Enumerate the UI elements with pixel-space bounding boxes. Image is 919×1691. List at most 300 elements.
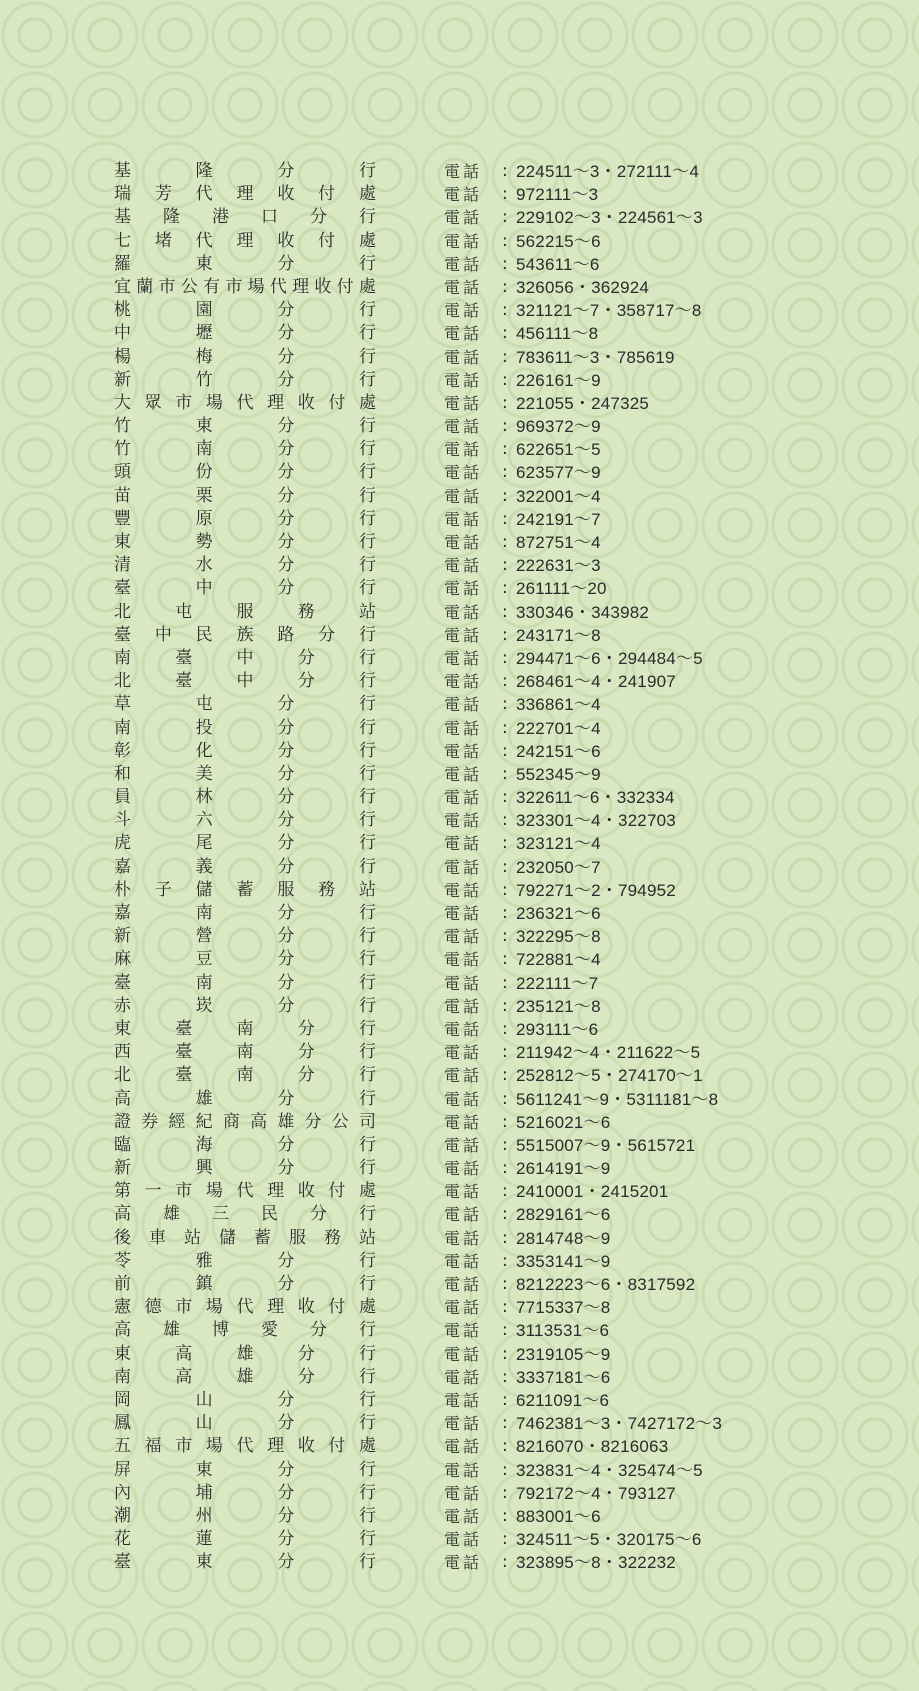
branch-name: 鳳 山 分 行 [114,1413,376,1434]
branch-name: 岡 山 分 行 [114,1389,376,1410]
label-colon: : [502,624,508,645]
label-colon: : [502,1181,508,1202]
branch-row [114,554,874,577]
branch-row [114,601,874,624]
label-colon: : [502,1227,508,1248]
branch-name: 新 興 分 行 [114,1158,376,1179]
branch-name: 臨 海 分 行 [114,1134,376,1155]
branch-name: 基 隆 港 口 分 行 [114,207,376,228]
branch-name: 憲 德 市 場 代 理 收 付 處 [114,1297,376,1318]
branch-name: 南 投 分 行 [114,717,376,738]
label-colon: : [502,879,508,900]
phone-label: 電話 [444,1553,483,1573]
phone-number: 2814748～9 [516,1228,611,1248]
phone-label: 電話 [444,440,483,460]
branch-row [114,206,874,229]
label-colon: : [502,578,508,599]
phone-label: 電話 [444,857,483,877]
label-colon: : [502,1320,508,1341]
branch-name: 南 高 雄 分 行 [114,1366,376,1387]
phone-number: 623577～9 [516,463,601,483]
label-colon: : [502,485,508,506]
branch-name: 楊 梅 分 行 [114,346,376,367]
branch-name: 虎 尾 分 行 [114,833,376,854]
phone-label: 電話 [444,672,483,692]
branch-row [114,763,874,786]
phone-label: 電話 [444,254,483,274]
phone-label: 電話 [444,208,483,228]
phone-number: 792172～4・793127 [516,1483,676,1503]
branch-name: 新 營 分 行 [114,926,376,947]
branch-row [114,461,874,484]
branch-row [114,1273,874,1296]
branch-row [114,948,874,971]
branch-name: 潮 州 分 行 [114,1505,376,1526]
phone-label: 電話 [444,811,483,831]
phone-number: 5515007～9・5615721 [516,1135,696,1155]
branch-name: 臺 東 分 行 [114,1552,376,1573]
phone-label: 電話 [444,231,483,251]
branch-name: 屏 東 分 行 [114,1459,376,1480]
branch-row [114,1505,874,1528]
branch-row [114,253,874,276]
phone-label: 電話 [444,1019,483,1039]
phone-number: 323831～4・325474～5 [516,1460,703,1480]
branch-name: 和 美 分 行 [114,763,376,784]
label-colon: : [502,1250,508,1271]
branch-row [114,346,874,369]
phone-number: 323121～4 [516,834,601,854]
branch-row [114,1088,874,1111]
phone-label: 電話 [444,602,483,622]
label-colon: : [502,856,508,877]
phone-number: 294471～6・294484～5 [516,648,703,668]
branch-name: 花 蓮 分 行 [114,1529,376,1550]
phone-label: 電話 [444,1483,483,1503]
phone-number: 2410001・2415201 [516,1182,669,1202]
branch-name: 朴 子 儲 蓄 服 務 站 [114,879,376,900]
branch-row [114,369,874,392]
branch-name: 嘉 義 分 行 [114,856,376,877]
phone-label: 電話 [444,625,483,645]
branch-name: 證 券 經 紀 商 高 雄 分 公 司 [114,1111,376,1132]
label-colon: : [502,926,508,947]
label-colon: : [502,392,508,413]
branch-row [114,832,874,855]
branch-name: 高 雄 三 民 分 行 [114,1204,376,1225]
branch-row [114,485,874,508]
branch-row [114,1180,874,1203]
phone-number: 543611～6 [516,254,600,274]
branch-name: 羅 東 分 行 [114,253,376,274]
phone-number: 326056・362924 [516,277,650,297]
branch-row [114,647,874,670]
phone-label: 電話 [444,533,483,552]
phone-number: 562215～6 [516,231,601,251]
phone-label: 電話 [444,1182,483,1202]
branch-name: 北 臺 南 分 行 [114,1065,376,1086]
label-colon: : [502,253,508,274]
label-colon: : [502,671,508,692]
branch-name: 南 臺 中 分 行 [114,647,376,668]
label-colon: : [502,1389,508,1410]
phone-number: 5611241～9・5311181～8 [516,1089,719,1109]
label-colon: : [502,1297,508,1318]
phone-number: 232050～7 [516,857,601,877]
phone-label: 電話 [444,463,483,483]
label-colon: : [502,207,508,228]
phone-number: 7462381～3・7427172～3 [516,1414,723,1434]
branch-name: 高 雄 博 愛 分 行 [114,1320,376,1341]
phone-label: 電話 [444,347,483,367]
phone-number: 622651～5 [516,440,601,460]
branch-name: 員 林 分 行 [114,787,376,808]
branch-row [114,438,874,461]
phone-number: 3353141～9 [516,1251,611,1271]
branch-name: 瑞 芳 代 理 收 付 處 [114,184,376,205]
branch-row [114,1551,874,1574]
phone-number: 456111～8 [516,324,599,344]
branch-name: 竹 東 分 行 [114,416,376,437]
phone-label: 電話 [444,370,483,390]
branch-row [114,902,874,925]
label-colon: : [502,1088,508,1109]
label-colon: : [502,508,508,529]
phone-label: 電話 [444,301,483,321]
phone-label: 電話 [444,1089,483,1109]
phone-number: 261111～20 [516,579,607,599]
label-colon: : [502,1018,508,1039]
branch-name: 宜 蘭 市 公 有 市 場 代 理 收 付 處 [114,276,376,297]
branch-name: 竹 南 分 行 [114,439,376,460]
phone-number: 3337181～6 [516,1367,611,1387]
label-colon: : [502,276,508,297]
label-colon: : [502,1552,508,1573]
phone-number: 235121～8 [516,996,601,1016]
branch-name: 臺 中 民 族 路 分 行 [114,624,376,645]
phone-label: 電話 [444,1112,483,1132]
branch-name: 苗 栗 分 行 [114,485,376,506]
label-colon: : [502,1482,508,1503]
branch-row [114,1296,874,1319]
branch-name: 豐 原 分 行 [114,508,376,529]
branch-row [114,577,874,600]
label-colon: : [502,369,508,390]
phone-label: 電話 [444,1275,483,1294]
phone-label: 電話 [444,648,483,668]
label-colon: : [502,1505,508,1526]
phone-label: 電話 [444,996,483,1016]
phone-number: 222111～7 [516,973,599,993]
label-colon: : [502,555,508,576]
phone-number: 7715337～8 [516,1298,611,1318]
branch-name: 清 水 分 行 [114,555,376,576]
branch-row [114,624,874,647]
label-colon: : [502,1158,508,1179]
label-colon: : [502,833,508,854]
label-colon: : [502,230,508,251]
branch-name: 東 臺 南 分 行 [114,1018,376,1039]
phone-label: 電話 [444,1298,483,1318]
label-colon: : [502,810,508,831]
phone-label: 電話 [444,1066,483,1086]
label-colon: : [502,1204,508,1225]
phone-number: 323301～4・322703 [516,811,676,831]
branch-name: 後 車 站 儲 蓄 服 務 站 [114,1227,376,1248]
label-colon: : [502,1042,508,1063]
branch-row [114,995,874,1018]
phone-number: 3113531～6 [516,1321,610,1341]
label-colon: : [502,1413,508,1434]
branch-name: 大 眾 市 場 代 理 收 付 處 [114,392,376,413]
phone-number: 221055・247325 [516,393,650,413]
label-colon: : [502,1065,508,1086]
phone-label: 電話 [444,1321,483,1341]
phone-number: 783611～3・785619 [516,347,675,367]
phone-label: 電話 [444,880,483,900]
label-colon: : [502,1366,508,1387]
phone-number: 222701～4 [516,718,601,738]
branch-row [114,1041,874,1064]
branch-row [114,1018,874,1041]
branch-row [114,508,874,531]
branch-row [114,276,874,299]
phone-label: 電話 [444,741,483,761]
branch-row [114,856,874,879]
branch-row [114,1319,874,1342]
branch-row [114,1528,874,1551]
branch-row [114,230,874,253]
branch-row [114,1482,874,1505]
phone-label: 電話 [444,162,483,181]
branch-name: 桃 園 分 行 [114,300,376,321]
phone-number: 330346・343982 [516,602,650,622]
phone-number: 293111～6 [516,1019,599,1039]
branch-name: 七 堵 代 理 收 付 處 [114,230,376,251]
branch-name: 草 屯 分 行 [114,694,376,715]
label-colon: : [502,694,508,715]
branch-row [114,1366,874,1389]
phone-label: 電話 [444,393,483,413]
phone-number: 336861～4 [516,695,601,715]
branch-phone-list [114,160,874,1574]
branch-row [114,717,874,740]
phone-number: 6211091～6 [516,1390,610,1410]
branch-name: 內 埔 分 行 [114,1482,376,1503]
phone-label: 電話 [444,1367,483,1387]
branch-name: 中 壢 分 行 [114,323,376,344]
label-colon: : [502,346,508,367]
phone-number: 5216021～6 [516,1112,611,1132]
label-colon: : [502,1529,508,1550]
label-colon: : [502,787,508,808]
branch-row [114,1157,874,1180]
phone-label: 電話 [444,695,483,715]
label-colon: : [502,323,508,344]
branch-name: 北 屯 服 務 站 [114,601,376,622]
label-colon: : [502,903,508,923]
phone-label: 電話 [444,904,483,923]
label-colon: : [502,161,508,181]
phone-label: 電話 [444,1414,483,1434]
phone-label: 電話 [444,417,483,437]
label-colon: : [502,1343,508,1364]
phone-label: 電話 [444,1344,483,1364]
branch-name: 第 一 市 場 代 理 收 付 處 [114,1181,376,1202]
label-colon: : [502,416,508,437]
phone-label: 電話 [444,1135,483,1155]
branch-row [114,415,874,438]
branch-row [114,322,874,345]
phone-number: 883001～6 [516,1506,601,1526]
phone-label: 電話 [444,764,483,784]
phone-number: 211942～4・211622～5 [516,1043,701,1063]
phone-number: 226161～9 [516,370,601,390]
phone-label: 電話 [444,788,483,808]
branch-name: 基 隆 分 行 [114,161,376,181]
phone-label: 電話 [444,1437,483,1457]
phone-number: 2614191～9 [516,1159,611,1179]
branch-name: 東 勢 分 行 [114,532,376,552]
branch-row [114,183,874,206]
phone-number: 322611～6・332334 [516,788,675,808]
branch-name: 嘉 南 分 行 [114,903,376,923]
branch-name: 北 臺 中 分 行 [114,671,376,692]
phone-label: 電話 [444,185,483,205]
branch-row [114,809,874,832]
branch-name: 彰 化 分 行 [114,740,376,761]
label-colon: : [502,647,508,668]
phone-number: 242191～7 [516,509,601,529]
branch-name: 前 鎮 分 行 [114,1274,376,1294]
branch-row [114,160,874,183]
phone-number: 236321～6 [516,904,601,923]
branch-row [114,786,874,809]
branch-row [114,1459,874,1482]
phone-label: 電話 [444,1506,483,1526]
label-colon: : [502,995,508,1016]
label-colon: : [502,740,508,761]
branch-name: 頭 份 分 行 [114,462,376,483]
branch-row [114,1435,874,1458]
phone-number: 324511～5・320175～6 [516,1530,702,1550]
branch-name: 臺 南 分 行 [114,972,376,993]
branch-name: 斗 六 分 行 [114,810,376,831]
phone-label: 電話 [444,277,483,297]
phone-number: 2319105～9 [516,1344,611,1364]
branch-name: 新 竹 分 行 [114,369,376,390]
branch-row [114,925,874,948]
phone-number: 268461～4・241907 [516,672,676,692]
phone-label: 電話 [444,718,483,738]
label-colon: : [502,462,508,483]
branch-row [114,693,874,716]
branch-row [114,1203,874,1226]
label-colon: : [502,763,508,784]
branch-row [114,1412,874,1435]
phone-number: 972111～3 [516,185,599,205]
phone-label: 電話 [444,1043,483,1063]
branch-row [114,1227,874,1250]
phone-number: 552345～9 [516,764,601,784]
branch-row [114,1064,874,1087]
branch-row [114,972,874,995]
branch-row [114,1111,874,1134]
phone-label: 電話 [444,1460,483,1480]
label-colon: : [502,601,508,622]
branch-name: 臺 中 分 行 [114,578,376,599]
label-colon: : [502,184,508,205]
label-colon: : [502,1134,508,1155]
phone-number: 229102～3・224561～3 [516,208,703,228]
label-colon: : [502,1459,508,1480]
branch-row [114,879,874,902]
label-colon: : [502,300,508,321]
phone-number: 8216070・8216063 [516,1437,669,1457]
branch-name: 東 高 雄 分 行 [114,1343,376,1364]
branch-name: 五 福 市 場 代 理 收 付 處 [114,1436,376,1457]
branch-row [114,392,874,415]
branch-name: 苓 雅 分 行 [114,1250,376,1271]
phone-number: 969372～9 [516,417,601,437]
phone-number: 222631～3 [516,556,601,576]
phone-label: 電話 [444,1390,483,1410]
branch-row [114,1389,874,1412]
label-colon: : [502,1436,508,1457]
label-colon: : [502,717,508,738]
label-colon: : [502,1111,508,1132]
branch-name: 高 雄 分 行 [114,1088,376,1109]
label-colon: : [502,532,508,552]
branch-name: 麻 豆 分 行 [114,949,376,970]
phone-number: 322295～8 [516,927,601,947]
phone-number: 322001～4 [516,486,601,506]
branch-row [114,531,874,554]
phone-number: 2829161～6 [516,1205,611,1225]
phone-number: 323895～8・322232 [516,1553,676,1573]
phone-label: 電話 [444,509,483,529]
branch-row [114,299,874,322]
phone-number: 872751～4 [516,533,601,552]
phone-number: 321121～7・358717～8 [516,301,702,321]
branch-row [114,670,874,693]
phone-number: 722881～4 [516,950,601,970]
branch-name: 赤 崁 分 行 [114,995,376,1016]
phone-number: 243171～8 [516,625,601,645]
label-colon: : [502,1274,508,1294]
branch-row [114,1134,874,1157]
phone-number: 8212223～6・8317592 [516,1275,696,1294]
phone-label: 電話 [444,579,483,599]
phone-label: 電話 [444,834,483,854]
phone-label: 電話 [444,1228,483,1248]
label-colon: : [502,439,508,460]
branch-row [114,740,874,763]
phone-number: 252812～5・274170～1 [516,1066,703,1086]
phone-label: 電話 [444,1251,483,1271]
branch-name: 西 臺 南 分 行 [114,1042,376,1063]
branch-row [114,1250,874,1273]
phone-label: 電話 [444,1205,483,1225]
phone-number: 224511～3・272111～4 [516,162,699,181]
phone-label: 電話 [444,1530,483,1550]
phone-number: 242151～6 [516,741,601,761]
label-colon: : [502,972,508,993]
branch-row [114,1343,874,1366]
phone-label: 電話 [444,1159,483,1179]
phone-label: 電話 [444,556,483,576]
phone-label: 電話 [444,973,483,993]
